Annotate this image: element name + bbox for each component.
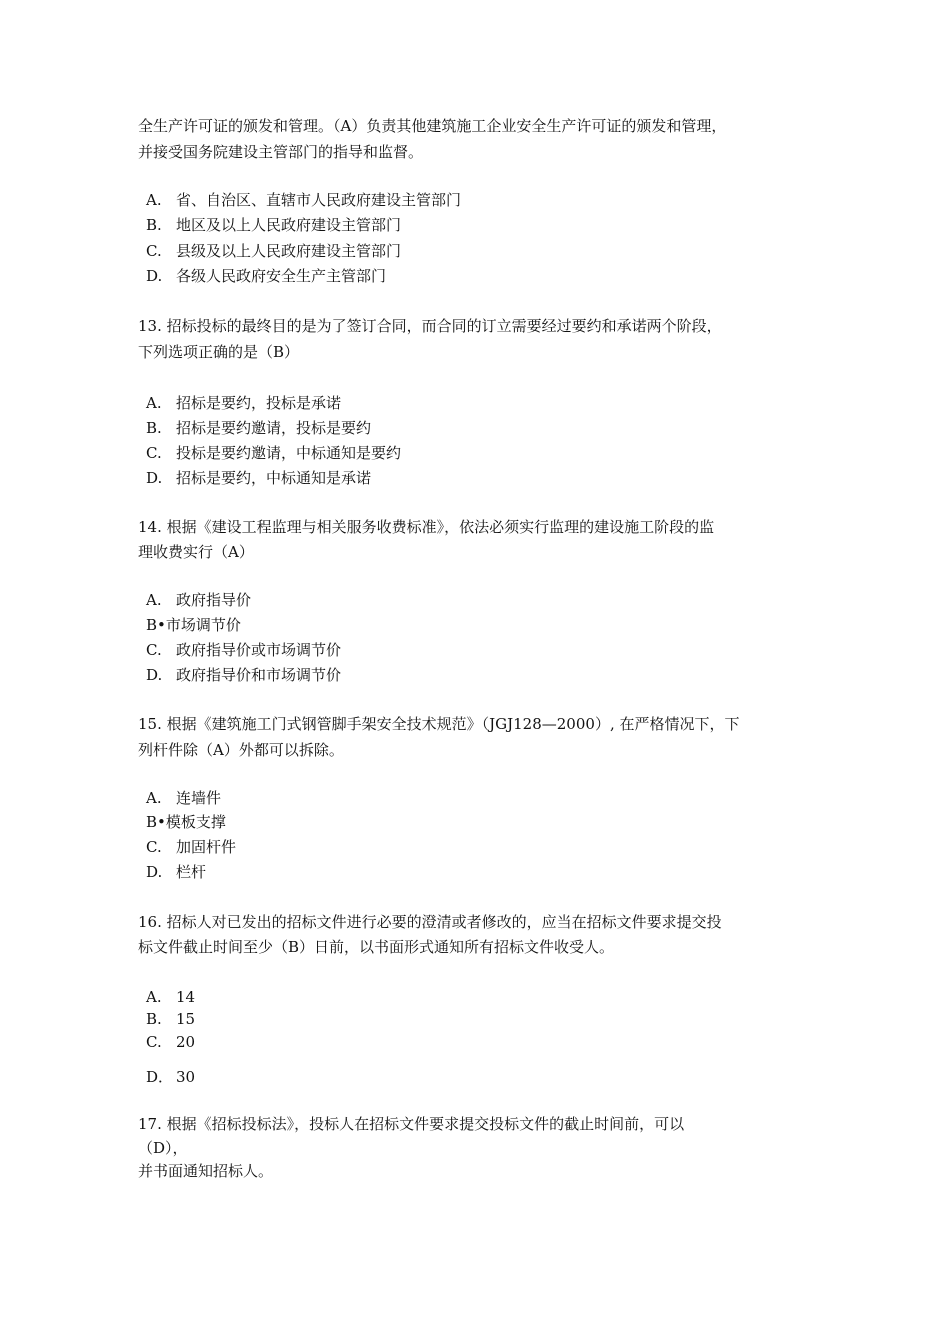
q15-option-c bbox=[146, 836, 236, 858]
intro-line-1: 全生产许可证的颁发和管理。（A）负责其他建筑施工企业安全生产许可证的颁发和管理， bbox=[138, 117, 727, 135]
option-text: 政府指导价和市场调节价 bbox=[176, 666, 342, 684]
q15-option-b bbox=[146, 811, 226, 833]
option-text: 各级人民政府安全生产主管部门 bbox=[176, 267, 387, 285]
q16-line-2: 标文件截止时间至少（B）日前，以书面形式通知所有招标文件收受人。 bbox=[138, 938, 615, 956]
option-key: B. bbox=[146, 216, 162, 234]
q13-line-2: 下列选项正确的是（B） bbox=[138, 343, 300, 361]
option-key: D. bbox=[146, 863, 163, 881]
q14-option-b bbox=[146, 614, 241, 636]
q17-line-2: （D）， bbox=[138, 1139, 188, 1157]
option-text: 连墙件 bbox=[176, 789, 222, 807]
option-text: 14 bbox=[176, 988, 196, 1006]
intro-option-c bbox=[146, 240, 401, 262]
option-key: C. bbox=[146, 641, 162, 659]
q16-line-1: 16. 招标人对已发出的招标文件进行必要的澄清或者修改的，应当在招标文件要求提交投 bbox=[138, 913, 722, 931]
q16-option-b bbox=[146, 1008, 195, 1030]
q13-line-1: 13. 招标投标的最终目的是为了签订合同，而合同的订立需要经过要约和承诺两个阶段， bbox=[138, 317, 722, 335]
option-key: C. bbox=[146, 242, 162, 260]
option-text: 模板支撑 bbox=[165, 813, 226, 831]
option-key: B. bbox=[146, 419, 162, 437]
option-key: B• bbox=[146, 813, 166, 831]
option-key: A. bbox=[146, 591, 162, 609]
intro-option-b bbox=[146, 214, 401, 236]
option-text: 政府指导价或市场调节价 bbox=[176, 641, 342, 659]
q14-option-c bbox=[146, 639, 341, 661]
q15-option-a bbox=[146, 787, 221, 809]
option-key: A. bbox=[146, 394, 162, 412]
option-key: D. bbox=[146, 469, 163, 487]
option-key: A. bbox=[146, 988, 162, 1006]
q14-option-d bbox=[146, 664, 341, 686]
option-text: 招标是要约邀请，投标是要约 bbox=[176, 419, 372, 437]
q17-line-3: 并书面通知招标人。 bbox=[138, 1162, 274, 1180]
q15-option-d bbox=[146, 861, 206, 883]
q17-line-1: 17. 根据《招标投标法》，投标人在招标文件要求提交投标文件的截止时间前，可以 bbox=[138, 1115, 685, 1133]
intro-option-a bbox=[146, 189, 461, 211]
q16-option-d bbox=[146, 1066, 195, 1088]
option-text: 地区及以上人民政府建设主管部门 bbox=[176, 216, 402, 234]
option-text: 30 bbox=[176, 1068, 196, 1086]
q16-option-a bbox=[146, 986, 195, 1008]
option-text: 县级及以上人民政府建设主管部门 bbox=[176, 242, 402, 260]
option-key: C. bbox=[146, 1033, 162, 1051]
option-key: D. bbox=[146, 666, 163, 684]
q13-option-d bbox=[146, 467, 371, 489]
option-text: 省、自治区、直辖市人民政府建设主管部门 bbox=[176, 191, 462, 209]
option-text: 15 bbox=[176, 1010, 196, 1028]
q15-line-2: 列杆件除（A）外都可以拆除。 bbox=[138, 741, 344, 759]
q14-line-1: 14. 根据《建设工程监理与相关服务收费标准》，依法必须实行监理的建设施工阶段的监 bbox=[138, 518, 715, 536]
q13-option-a bbox=[146, 392, 341, 414]
option-text: 招标是要约，投标是承诺 bbox=[176, 394, 342, 412]
option-key: D. bbox=[146, 267, 163, 285]
option-key: D． bbox=[146, 1068, 174, 1086]
q14-line-2: 理收费实行（A） bbox=[138, 543, 254, 561]
option-text: 政府指导价 bbox=[176, 591, 252, 609]
q14-option-a bbox=[146, 589, 251, 611]
q13-option-b bbox=[146, 417, 371, 439]
q16-option-c bbox=[146, 1031, 195, 1053]
q15-line-1: 15. 根据《建筑施工门式钢管脚手架安全技术规范》（JGJ128—2000）, 在严格情况下，下 bbox=[138, 715, 740, 733]
option-key: A. bbox=[146, 191, 162, 209]
option-text: 加固杆件 bbox=[176, 838, 237, 856]
q13-option-c bbox=[146, 442, 401, 464]
intro-option-d bbox=[146, 265, 386, 287]
option-key: A. bbox=[146, 789, 162, 807]
option-text: 招标是要约，中标通知是承诺 bbox=[176, 469, 372, 487]
option-key: C. bbox=[146, 444, 162, 462]
option-text: 投标是要约邀请，中标通知是要约 bbox=[176, 444, 402, 462]
option-key: B• bbox=[146, 616, 166, 634]
option-key: B. bbox=[146, 1010, 162, 1028]
intro-line-2: 并接受国务院建设主管部门的指导和监督。 bbox=[138, 143, 424, 161]
option-text: 市场调节价 bbox=[165, 616, 241, 634]
option-text: 20 bbox=[176, 1033, 196, 1051]
option-text: 栏杆 bbox=[176, 863, 207, 881]
option-key: C. bbox=[146, 838, 162, 856]
